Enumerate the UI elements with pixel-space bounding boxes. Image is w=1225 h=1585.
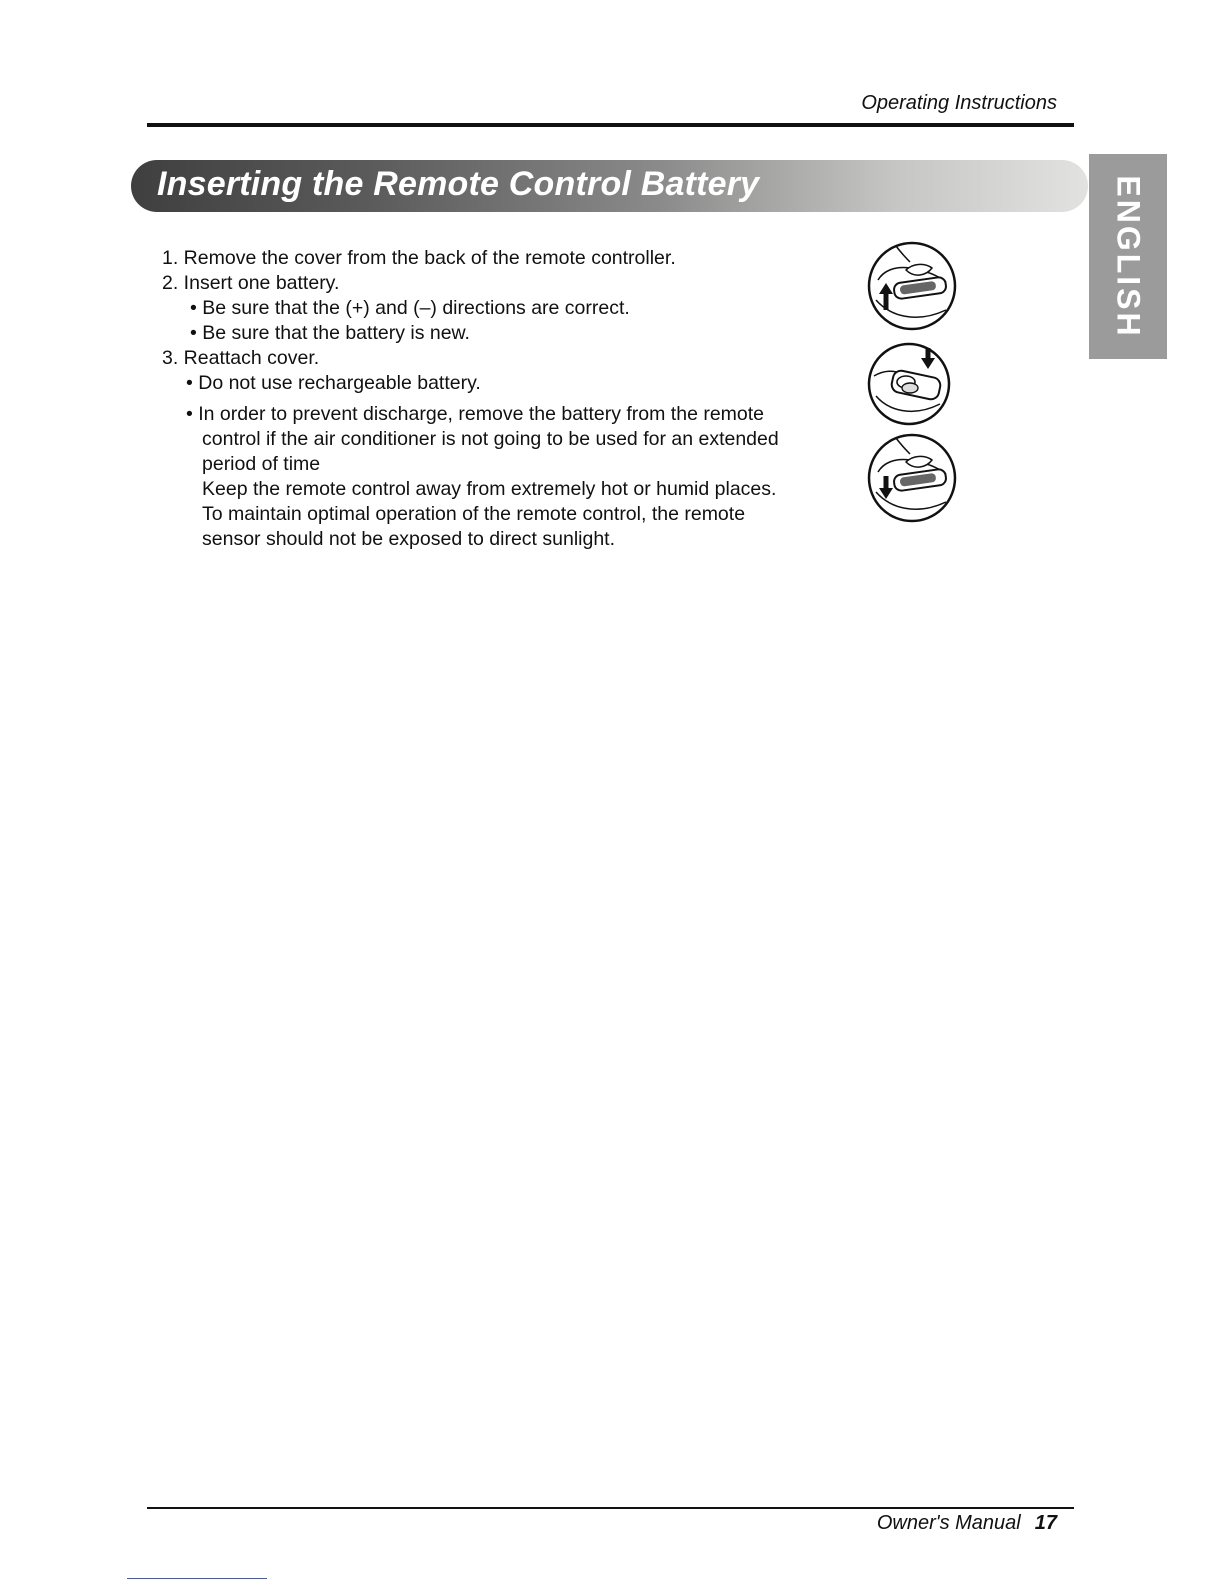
insert-battery-icon: [866, 338, 952, 428]
header-section-label: Operating Instructions: [861, 92, 1057, 114]
step-3: 3. Reattach cover.: [162, 347, 320, 369]
discharge-text-line: Keep the remote control away from extremely hot or humid places.: [202, 478, 777, 500]
step-2-bullet-new-battery: • Be sure that the battery is new.: [190, 322, 470, 344]
footer: [877, 1512, 1057, 1535]
discharge-text-line: period of time: [202, 453, 321, 475]
language-tab-label: ENGLISH: [1110, 174, 1147, 339]
step-3-bullet-discharge: • In order to prevent discharge, remove the battery from the remote: [186, 403, 765, 425]
discharge-text-line: control if the air conditioner is not going to be used for an extended: [202, 428, 779, 450]
step-2-bullet-polarity: • Be sure that the (+) and (–) directions are correct.: [190, 297, 630, 319]
instructions: [162, 246, 862, 552]
step-1: 1. Remove the cover from the back of the remote controller.: [162, 247, 676, 269]
step-3-bullet-rechargeable: • Do not use rechargeable battery.: [186, 372, 481, 394]
footer-label: Owner's Manual: [876, 1512, 1021, 1534]
title-banner: [131, 160, 1088, 212]
discharge-text-line: To maintain optimal operation of the remote control, the remote: [202, 503, 746, 525]
discharge-text-line: sensor should not be exposed to direct sunlight.: [202, 528, 616, 550]
reattach-cover-icon: [866, 432, 958, 524]
page-title: Inserting the Remote Control Battery: [157, 165, 760, 203]
top-divider: [147, 123, 1074, 127]
page-number: 17: [1034, 1512, 1057, 1534]
step-2: 2. Insert one battery.: [162, 272, 340, 294]
footer-link-underline: [127, 1578, 267, 1579]
bottom-divider: [147, 1507, 1074, 1509]
language-tab: [1089, 154, 1167, 359]
remove-cover-icon: [866, 240, 958, 332]
